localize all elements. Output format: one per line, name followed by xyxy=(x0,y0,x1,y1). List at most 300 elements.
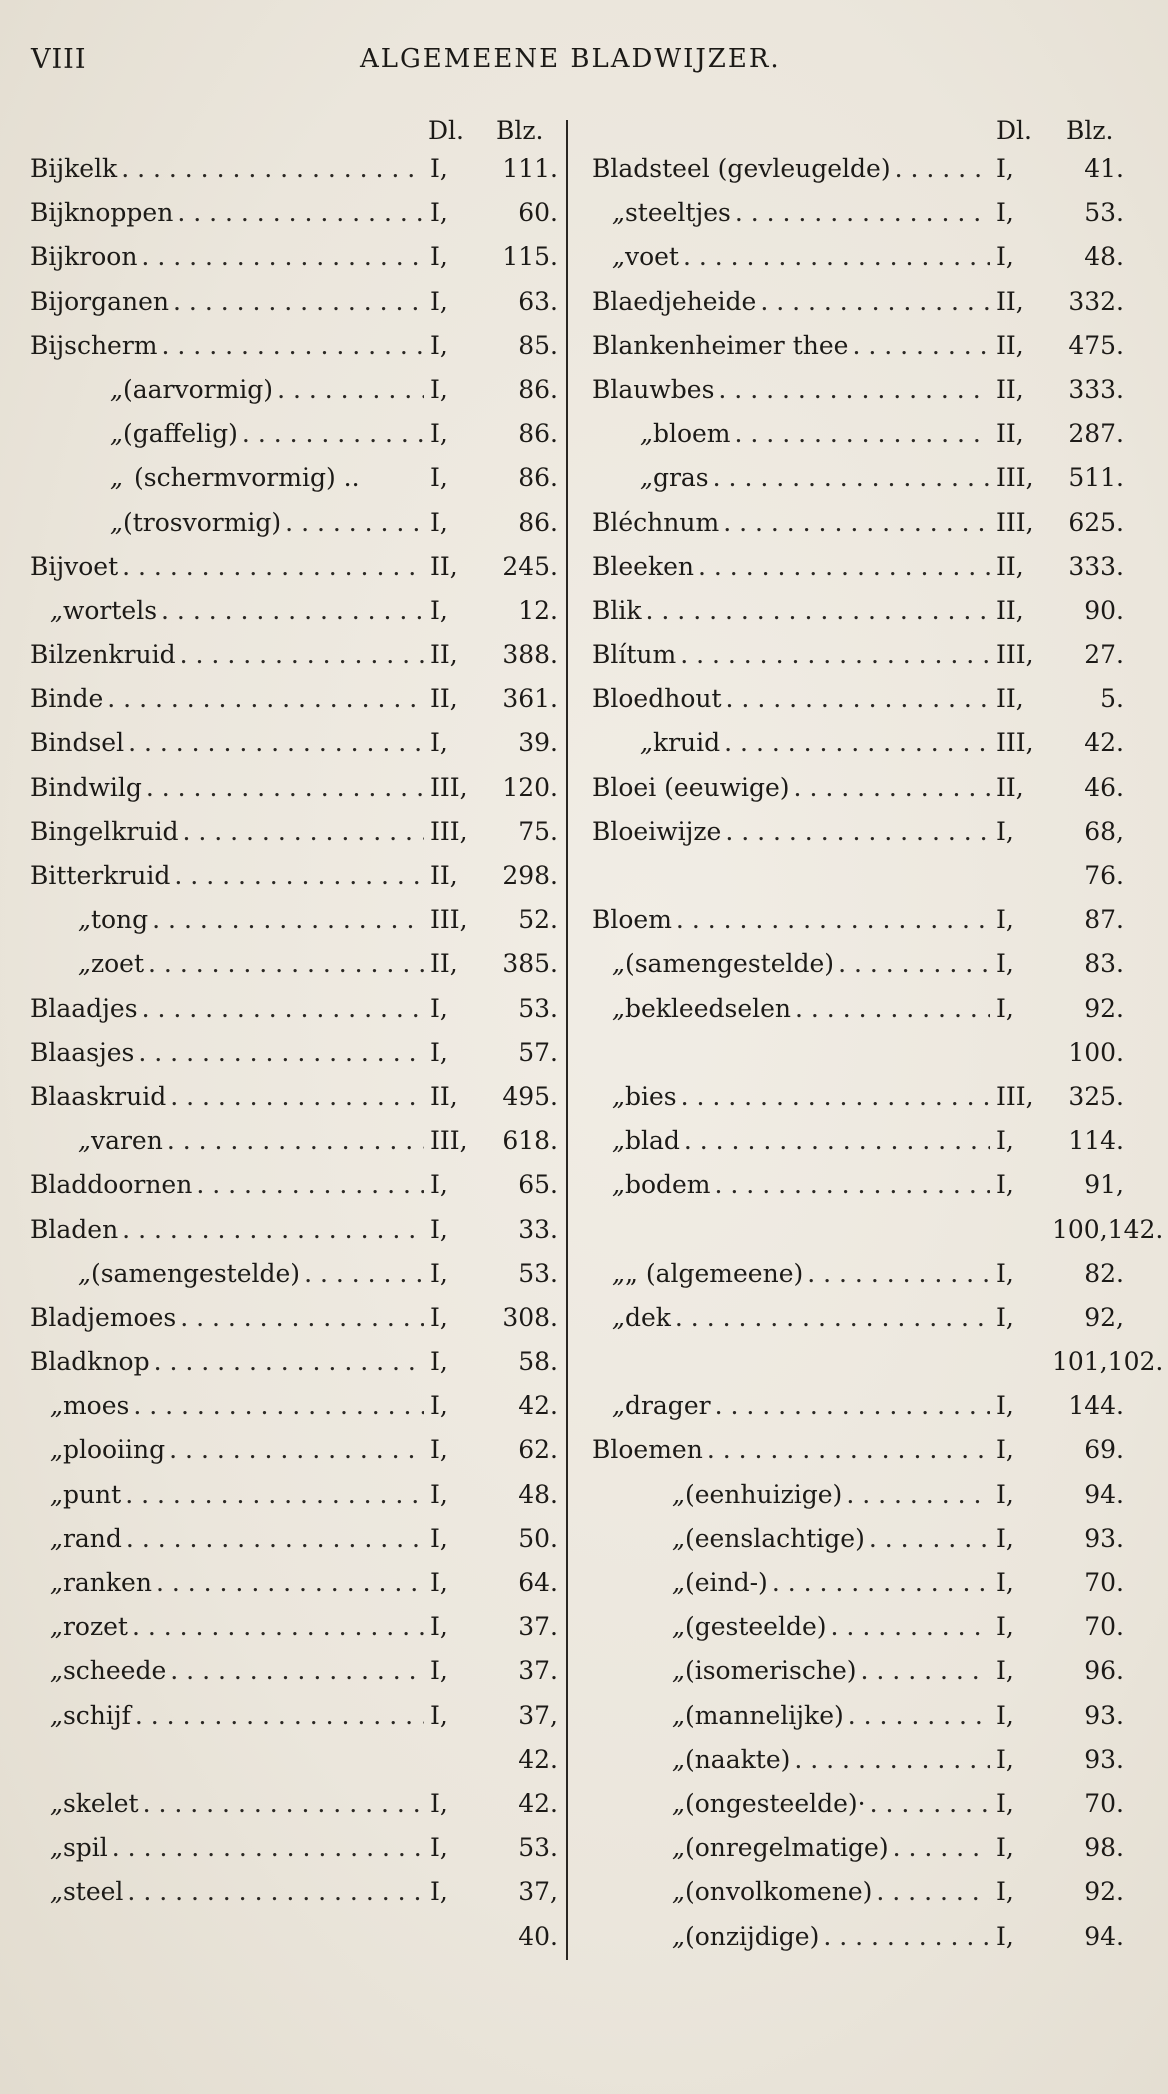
entry-term xyxy=(592,1391,996,1420)
index-entry xyxy=(592,1524,1124,1568)
entry-term-text: wortels xyxy=(62,595,158,625)
dot-leader xyxy=(675,1303,990,1332)
ditto-mark: „ xyxy=(110,463,123,493)
entry-term-text: spil xyxy=(62,1833,108,1863)
entry-page: 94. xyxy=(1084,1479,1124,1509)
entry-volume: I, xyxy=(996,816,1014,846)
entry-term xyxy=(592,1789,996,1818)
entry-term xyxy=(30,331,430,360)
index-entry xyxy=(592,1789,1124,1833)
entry-page: 98. xyxy=(1084,1833,1124,1863)
entry-term xyxy=(592,1922,996,1951)
entry-page: 100,142. xyxy=(1052,1214,1164,1244)
entry-term xyxy=(30,1656,430,1685)
entry-page: 37, xyxy=(518,1877,558,1907)
entry-volume: III, xyxy=(996,1081,1034,1111)
index-entry xyxy=(592,684,1124,728)
index-entry xyxy=(30,1347,558,1391)
entry-volume: II, xyxy=(996,595,1024,625)
entry-volume: I, xyxy=(430,1302,448,1332)
dot-leader xyxy=(182,817,424,846)
entry-page: 92. xyxy=(1084,1877,1124,1907)
index-entry xyxy=(30,1877,558,1921)
entry-page: 495. xyxy=(502,1081,558,1111)
dot-leader xyxy=(122,552,424,581)
entry-term-text: bies xyxy=(624,1081,677,1111)
entry-page: 48. xyxy=(1084,242,1124,272)
entry-term-text: Bladknop xyxy=(30,1347,150,1377)
entry-page: 361. xyxy=(502,684,558,714)
entry-term-text: (onvolkomene) xyxy=(684,1877,873,1907)
ditto-mark: „ xyxy=(672,1656,685,1686)
ditto-mark: „ xyxy=(672,1612,685,1642)
entry-page: 245. xyxy=(502,551,558,581)
entry-page: 388. xyxy=(502,640,558,670)
entry-volume: I, xyxy=(996,993,1014,1023)
entry-volume: I, xyxy=(996,949,1014,979)
dot-leader xyxy=(141,242,424,271)
entry-page: 53. xyxy=(518,993,558,1023)
entry-volume: I, xyxy=(430,374,448,404)
ditto-mark: „ xyxy=(78,1258,91,1288)
index-entry xyxy=(30,1038,558,1082)
entry-term xyxy=(30,1391,430,1420)
dot-leader xyxy=(707,1435,990,1464)
entry-term xyxy=(30,1877,430,1906)
entry-term-text: ranken xyxy=(62,1568,152,1597)
entry-term-text: Blauwbes xyxy=(592,374,715,404)
index-entry xyxy=(592,817,1124,861)
entry-term-text: rand xyxy=(62,1523,122,1553)
entry-volume: I, xyxy=(430,463,448,493)
index-entry xyxy=(592,287,1124,331)
entry-volume: I, xyxy=(996,1258,1014,1288)
entry-volume: III, xyxy=(430,1126,468,1156)
entry-volume: I, xyxy=(996,1523,1014,1553)
index-entry xyxy=(592,242,1124,286)
entry-volume: I, xyxy=(430,1214,448,1244)
entry-volume: I, xyxy=(430,1347,448,1377)
entry-term-text: Blaadjes xyxy=(30,993,138,1023)
entry-term-text: voet xyxy=(624,242,679,272)
entry-term-text: (onregelmatige) xyxy=(684,1833,889,1863)
entry-page: 82. xyxy=(1084,1258,1124,1288)
entry-page: 92, xyxy=(1084,1302,1124,1332)
entry-term-text: (trosvormig) xyxy=(122,507,282,537)
entry-page: 42. xyxy=(1084,728,1124,758)
entry-volume: I, xyxy=(430,728,448,758)
entry-page: 333. xyxy=(1068,374,1124,404)
volume-header: Dl. xyxy=(996,116,1032,145)
dot-leader xyxy=(831,1612,990,1641)
entry-term xyxy=(592,198,996,227)
entry-term-text: Bitterkruid xyxy=(30,861,171,890)
ditto-mark: „ xyxy=(640,463,653,493)
index-entry xyxy=(592,1303,1124,1347)
entry-term-text: Bladdoornen xyxy=(30,1170,193,1200)
entry-term xyxy=(592,375,996,404)
entry-page: 86. xyxy=(518,507,558,537)
entry-volume: III, xyxy=(430,772,468,802)
dot-leader xyxy=(794,1745,990,1774)
entry-page: 52. xyxy=(518,905,558,935)
entry-page: 100. xyxy=(1068,1037,1124,1067)
entry-term-text: (ongesteelde)· xyxy=(684,1788,866,1818)
ditto-mark: „ xyxy=(672,1921,685,1951)
entry-term xyxy=(592,1126,996,1155)
dot-leader xyxy=(723,508,990,537)
entry-term-text: Bladjemoes xyxy=(30,1302,177,1332)
dot-leader xyxy=(180,640,424,669)
entry-page: 94. xyxy=(1084,1921,1124,1951)
entry-term xyxy=(592,1303,996,1332)
entry-page: 41. xyxy=(1084,154,1124,183)
entry-volume: II, xyxy=(430,551,458,581)
entry-page: 625. xyxy=(1068,507,1124,537)
index-list-right xyxy=(592,154,1164,1966)
entry-term-text: Bijkroon xyxy=(30,242,138,272)
entry-volume: I, xyxy=(996,1435,1014,1465)
entry-page: 70. xyxy=(1084,1612,1124,1642)
entry-volume: I, xyxy=(430,1568,448,1597)
entry-volume: I, xyxy=(430,286,448,316)
index-entry xyxy=(592,728,1124,772)
ditto-mark: „ xyxy=(640,728,653,758)
index-entry xyxy=(30,728,558,772)
dot-leader xyxy=(162,331,424,360)
dot-leader xyxy=(156,1568,424,1597)
dot-leader xyxy=(794,773,990,802)
entry-volume: I, xyxy=(430,595,448,625)
dot-leader xyxy=(170,1082,424,1111)
dot-leader xyxy=(795,994,990,1023)
dot-leader xyxy=(127,1877,424,1906)
entry-page: 48. xyxy=(518,1479,558,1509)
entry-volume: II, xyxy=(996,772,1024,802)
entry-page: 86. xyxy=(518,419,558,449)
entry-page: 42. xyxy=(518,1391,558,1421)
ditto-mark: „ xyxy=(672,1523,685,1553)
dot-leader xyxy=(126,1524,424,1553)
entry-term-text: varen xyxy=(90,1126,163,1156)
entry-term-text: Bilzenkruid xyxy=(30,640,176,670)
dot-leader xyxy=(895,154,990,183)
entry-volume: I, xyxy=(430,1258,448,1288)
entry-page: 33. xyxy=(518,1214,558,1244)
entry-page: 91, xyxy=(1084,1170,1124,1200)
dot-leader xyxy=(725,817,990,846)
index-entry xyxy=(592,1435,1124,1479)
index-list-left xyxy=(30,154,558,1966)
dot-leader xyxy=(125,1480,424,1509)
entry-term xyxy=(30,1480,430,1509)
entry-term xyxy=(30,861,430,890)
entry-page: 62. xyxy=(518,1435,558,1465)
entry-volume: II, xyxy=(996,684,1024,714)
entry-page: 70. xyxy=(1084,1788,1124,1818)
entry-term xyxy=(30,508,430,537)
entry-term xyxy=(30,1568,430,1597)
entry-term xyxy=(30,1524,430,1553)
dot-leader xyxy=(715,1391,990,1420)
dot-leader xyxy=(138,1038,424,1067)
entry-volume: I, xyxy=(996,1479,1014,1509)
entry-term xyxy=(592,287,996,316)
entry-term xyxy=(30,1833,430,1862)
ditto-mark: „ xyxy=(612,1302,625,1332)
entry-term xyxy=(592,640,996,669)
index-entry xyxy=(30,1922,558,1966)
dot-leader xyxy=(173,287,424,316)
entry-page: 46. xyxy=(1084,772,1124,802)
entry-volume: II, xyxy=(996,374,1024,404)
entry-term xyxy=(592,773,996,802)
entry-volume: I, xyxy=(996,1612,1014,1642)
entry-volume: I, xyxy=(996,242,1014,272)
index-column-left xyxy=(30,116,558,1966)
entry-page: 101,102. xyxy=(1052,1347,1164,1377)
index-entry xyxy=(592,331,1124,375)
index-entry xyxy=(30,508,558,552)
index-entry xyxy=(592,1480,1124,1524)
entry-term xyxy=(592,905,996,934)
entry-term-text: (gaffelig) xyxy=(122,419,238,449)
index-entry xyxy=(592,1259,1124,1303)
entry-page: 92. xyxy=(1084,993,1124,1023)
index-entry xyxy=(30,1259,558,1303)
entry-volume: III, xyxy=(996,640,1034,670)
entry-page: 76. xyxy=(1084,861,1124,890)
index-entry xyxy=(592,552,1124,596)
entry-term xyxy=(30,1612,430,1641)
ditto-mark: „ xyxy=(672,1833,685,1863)
entry-page: 333. xyxy=(1068,551,1124,581)
ditto-mark: „ xyxy=(612,949,625,979)
dot-leader xyxy=(848,1701,990,1730)
entry-term-text: „ (algemeene) xyxy=(624,1258,804,1288)
dot-leader xyxy=(277,375,424,404)
entry-term-text: Bijorganen xyxy=(30,286,170,316)
entry-term-text: Bingelkruid xyxy=(30,816,179,846)
entry-volume: I, xyxy=(996,1833,1014,1863)
entry-term-text: Bijkelk xyxy=(30,154,118,183)
entry-page: 58. xyxy=(518,1347,558,1377)
dot-leader xyxy=(112,1833,424,1862)
entry-volume: I, xyxy=(996,1391,1014,1421)
index-entry xyxy=(30,773,558,817)
dot-leader xyxy=(154,1347,424,1376)
entry-page: 63. xyxy=(518,286,558,316)
dot-leader xyxy=(121,154,424,183)
entry-volume: I, xyxy=(996,1568,1014,1597)
entry-term xyxy=(30,1347,430,1376)
entry-term-text: (eenslachtige) xyxy=(684,1523,865,1553)
index-entry xyxy=(592,596,1124,640)
entry-term-text: Blaasjes xyxy=(30,1037,135,1067)
entry-term-text: Blankenheimer thee xyxy=(592,330,849,360)
entry-volume: I, xyxy=(996,1877,1014,1907)
dot-leader xyxy=(683,242,990,271)
entry-term-text: (samengestelde) xyxy=(624,949,835,979)
ditto-mark: „ xyxy=(612,198,625,228)
entry-term-text: (mannelijke) xyxy=(684,1700,844,1730)
entry-volume: I, xyxy=(430,1435,448,1465)
entry-page: 111. xyxy=(502,154,558,183)
page-number: VIII xyxy=(31,44,87,75)
entry-volume: I, xyxy=(430,993,448,1023)
column-header xyxy=(30,116,558,154)
column-divider xyxy=(566,120,568,1960)
entry-term xyxy=(30,463,430,492)
dot-leader xyxy=(772,1568,990,1597)
entry-page: 475. xyxy=(1068,330,1124,360)
dot-leader xyxy=(715,1170,990,1199)
entry-term xyxy=(592,1877,996,1906)
entry-term-text: drager xyxy=(624,1391,711,1421)
ditto-mark: „ xyxy=(78,1126,91,1156)
dot-leader xyxy=(143,1789,424,1818)
dot-leader xyxy=(133,1391,424,1420)
page-header-label: Blz. xyxy=(496,116,544,145)
entry-term-text: gras xyxy=(652,463,709,493)
entry-term-text: (onzijdige) xyxy=(684,1921,820,1951)
entry-volume: I, xyxy=(996,1788,1014,1818)
entry-page: 57. xyxy=(518,1037,558,1067)
entry-volume: I, xyxy=(430,1523,448,1553)
entry-page: 298. xyxy=(502,861,558,890)
index-entry xyxy=(30,640,558,684)
index-entry xyxy=(30,331,558,375)
entry-term xyxy=(592,154,996,183)
ditto-mark: „ xyxy=(110,507,123,537)
entry-term-text: Bloedhout xyxy=(592,684,722,714)
entry-term-text: Bloemen xyxy=(592,1435,703,1465)
entry-page: 42. xyxy=(518,1788,558,1818)
entry-term xyxy=(592,1524,996,1553)
entry-term xyxy=(592,684,996,713)
entry-page: 115. xyxy=(502,242,558,272)
entry-term-text: scheede xyxy=(62,1656,167,1686)
index-entry xyxy=(30,1215,558,1259)
entry-volume: I, xyxy=(430,419,448,449)
entry-term xyxy=(30,154,430,183)
entry-term xyxy=(30,1789,430,1818)
entry-term xyxy=(30,242,430,271)
entry-term xyxy=(592,817,996,846)
entry-page: 85. xyxy=(518,330,558,360)
entry-volume: II, xyxy=(430,684,458,714)
entry-volume: I, xyxy=(996,1656,1014,1686)
index-entry xyxy=(592,1391,1124,1435)
entry-term-text: Bléchnum xyxy=(592,507,720,537)
entry-term-text: moes xyxy=(62,1391,130,1421)
entry-term-text: rozet xyxy=(62,1612,128,1642)
index-entry xyxy=(30,1612,558,1656)
dot-leader xyxy=(174,861,424,890)
entry-volume: II, xyxy=(430,861,458,890)
entry-term xyxy=(592,1480,996,1509)
dot-leader xyxy=(718,375,990,404)
index-entry xyxy=(30,552,558,596)
entry-volume: I, xyxy=(430,198,448,228)
entry-term-text: blad xyxy=(624,1126,680,1156)
index-entry xyxy=(30,198,558,242)
entry-volume: I, xyxy=(996,905,1014,935)
entry-page: 37. xyxy=(518,1612,558,1642)
dot-leader xyxy=(713,463,990,492)
entry-volume: II, xyxy=(430,949,458,979)
dot-leader xyxy=(167,1126,424,1155)
entry-term-text: schijf xyxy=(62,1700,131,1730)
entry-volume: I, xyxy=(430,1612,448,1642)
entry-term xyxy=(592,463,996,492)
entry-page: 83. xyxy=(1084,949,1124,979)
entry-term xyxy=(30,905,430,934)
dot-leader xyxy=(135,1701,424,1730)
entry-term-text: zoet xyxy=(90,949,145,979)
dot-leader xyxy=(128,728,424,757)
ditto-mark: „ xyxy=(672,1877,685,1907)
entry-term-text: bekleedselen xyxy=(624,993,792,1023)
index-entry xyxy=(30,1524,558,1568)
entry-volume: II, xyxy=(996,330,1024,360)
entry-page: 37, xyxy=(518,1700,558,1730)
index-entry xyxy=(592,949,1124,993)
entry-term xyxy=(592,1170,996,1199)
index-entry xyxy=(592,375,1124,419)
entry-page: 37. xyxy=(518,1656,558,1686)
index-entry xyxy=(30,375,558,419)
dot-leader xyxy=(684,1126,990,1155)
dot-leader xyxy=(107,684,424,713)
entry-term xyxy=(30,684,430,713)
entry-term-text: bodem xyxy=(624,1170,711,1200)
index-entry xyxy=(592,1038,1124,1082)
ditto-mark: „ xyxy=(50,1700,63,1730)
entry-page: 86. xyxy=(518,463,558,493)
index-entry xyxy=(592,773,1124,817)
ditto-mark: „ xyxy=(50,1788,63,1818)
dot-leader xyxy=(676,905,990,934)
entry-term xyxy=(592,1656,996,1685)
entry-page: 618. xyxy=(502,1126,558,1156)
dot-leader xyxy=(242,419,424,448)
dot-leader xyxy=(724,728,990,757)
dot-leader xyxy=(876,1877,990,1906)
entry-volume: II, xyxy=(430,1081,458,1111)
index-entry xyxy=(30,1170,558,1214)
entry-page: 12. xyxy=(518,595,558,625)
entry-term-text: (samengestelde) xyxy=(90,1258,301,1288)
entry-volume: I, xyxy=(430,1391,448,1421)
ditto-mark: „ xyxy=(50,1656,63,1686)
entry-term xyxy=(30,287,430,316)
ditto-mark: „ xyxy=(612,1391,625,1421)
entry-term xyxy=(30,640,430,669)
entry-term xyxy=(592,1435,996,1464)
index-entry xyxy=(592,1170,1124,1214)
entry-term xyxy=(592,728,996,757)
index-entry xyxy=(592,640,1124,684)
entry-page: 90. xyxy=(1084,595,1124,625)
entry-page: 114. xyxy=(1068,1126,1124,1156)
dot-leader xyxy=(838,949,990,978)
index-entry xyxy=(592,463,1124,507)
entry-term-text: Bloei (eeuwige) xyxy=(592,772,790,802)
entry-term xyxy=(592,596,996,625)
index-entry xyxy=(30,817,558,861)
entry-term xyxy=(30,817,430,846)
